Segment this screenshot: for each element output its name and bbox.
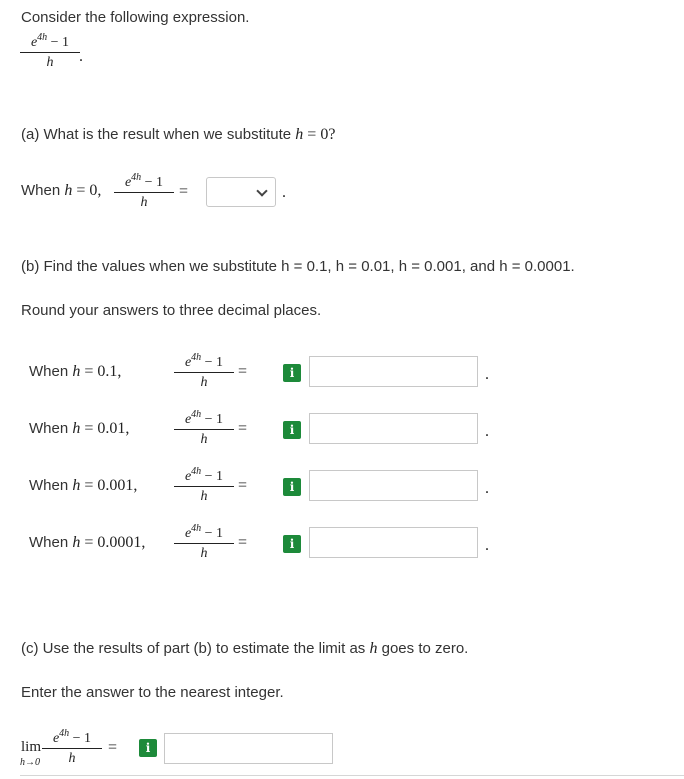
expr-e: e <box>30 35 38 50</box>
part-b-row-1-fraction: $e^{4h} - 1$ h <box>174 350 234 391</box>
part-a-question-pre: (a) What is the result when we substitute <box>21 126 296 143</box>
part-c-instruction: Enter the answer to the nearest integer. <box>21 684 284 701</box>
part-b-row-2-equals: = <box>238 420 248 437</box>
part-b-row-1-input[interactable] <box>309 356 478 387</box>
part-b-row-2-label: When h = 0.01, <box>29 420 130 437</box>
expr-den: h <box>46 55 54 70</box>
part-b-row-4-equals: = <box>238 534 248 551</box>
part-b-row-2-input[interactable] <box>309 413 478 444</box>
part-a-when <box>21 182 101 200</box>
part-b-row-3-input[interactable] <box>309 470 478 501</box>
part-a-when-value: = 0, <box>72 182 102 199</box>
part-a-equals: = <box>179 183 189 200</box>
info-icon[interactable]: i <box>283 478 301 496</box>
part-c-fraction: $e^{4h} - 1$ h <box>42 726 102 767</box>
part-b-row-3-equals: = <box>238 477 248 494</box>
fa-e: e <box>124 175 132 190</box>
part-a-when-label: When <box>21 182 65 199</box>
expr-minus: − 1 <box>47 35 70 50</box>
part-c-question: (c) Use the results of part (b) to estimate the limit as h goes to zero. <box>21 640 469 657</box>
info-icon[interactable]: i <box>283 535 301 553</box>
part-b-row-1-label: When h = 0.1, <box>29 363 122 380</box>
part-a-answer-select[interactable] <box>206 177 276 207</box>
info-icon[interactable]: i <box>139 739 157 757</box>
part-b-question: (b) Find the values when we substitute h = 0.1, h = 0.01, h = 0.001, and h = 0.0001. <box>21 258 575 275</box>
info-icon[interactable]: i <box>283 421 301 439</box>
part-b-row-4-fraction: $e^{4h} - 1$ h <box>174 521 234 562</box>
part-a-when-var: h <box>64 182 73 199</box>
part-b-row-4-label: When h = 0.0001, <box>29 534 146 551</box>
info-icon[interactable]: i <box>283 364 301 382</box>
part-a-fraction <box>114 170 174 211</box>
intro-text: Consider the following expression. <box>21 9 250 26</box>
part-b-row-1-period: . <box>485 366 489 383</box>
expr-period: . <box>79 48 83 65</box>
part-a-period: . <box>282 184 286 201</box>
bottom-divider <box>20 775 684 776</box>
part-a-var: h <box>295 126 304 143</box>
chevron-down-icon <box>256 185 267 196</box>
part-a-question <box>21 126 335 144</box>
limit-subscript: h→0 <box>20 757 40 768</box>
part-b-row-2-period: . <box>485 423 489 440</box>
part-a-question-post: = 0? <box>303 126 336 143</box>
part-b-row-2-fraction: $e^{4h} - 1$ h <box>174 407 234 448</box>
fa-den: h <box>140 195 148 210</box>
part-b-row-3-fraction: $e^{4h} - 1$ h <box>174 464 234 505</box>
limit-operator: lim <box>21 739 42 755</box>
part-b-row-3-label: When h = 0.001, <box>29 477 138 494</box>
part-c-input[interactable] <box>164 733 333 764</box>
fa-exp: 4h <box>131 172 142 183</box>
expression-fraction <box>20 30 80 71</box>
part-b-round-note: Round your answers to three decimal places. <box>21 302 322 319</box>
part-b-row-4-input[interactable] <box>309 527 478 558</box>
part-b-row-1-equals: = <box>238 363 248 380</box>
expr-exp: 4h <box>37 32 48 43</box>
part-b-row-4-period: . <box>485 537 489 554</box>
part-b-row-3-period: . <box>485 480 489 497</box>
fa-minus: − 1 <box>141 175 164 190</box>
part-c-equals: = <box>108 739 118 756</box>
